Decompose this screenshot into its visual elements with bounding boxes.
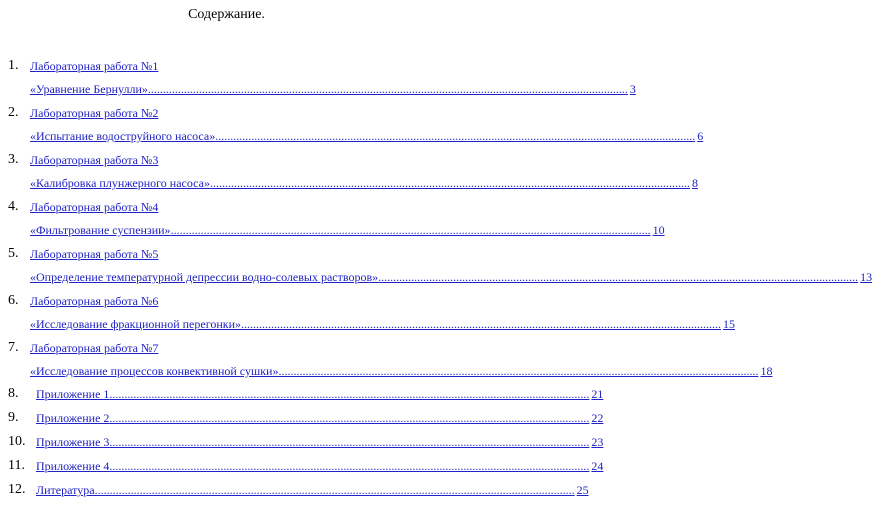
- toc-number: 12.: [8, 482, 26, 497]
- toc-entry-link[interactable]: [30, 82, 636, 97]
- toc-entry-link[interactable]: [36, 459, 604, 474]
- toc-page-number: 22: [591, 411, 604, 425]
- page-title: Содержание.: [188, 7, 265, 22]
- toc-page-number: 3: [629, 82, 636, 96]
- toc-entry-link[interactable]: [30, 129, 704, 144]
- toc-entry-link[interactable]: [30, 317, 735, 332]
- toc-title: Литература: [36, 483, 95, 497]
- toc-entry-link[interactable]: [36, 387, 604, 402]
- toc-heading-link[interactable]: Лабораторная работа №5: [30, 247, 159, 261]
- toc-number: 7.: [8, 340, 19, 355]
- toc-heading-link[interactable]: Лабораторная работа №6: [30, 294, 159, 308]
- toc-title: «Исследование процессов конвективной сушки»: [30, 364, 279, 378]
- toc-number: 6.: [8, 293, 19, 308]
- dot-leader: ................................................................................................................................................................: [209, 176, 690, 190]
- toc-title: «Фильтрование суспензии»: [30, 223, 171, 237]
- toc-title: «Калибровка плунжерного насоса»: [30, 176, 210, 190]
- toc-page-number: 23: [591, 435, 604, 449]
- dot-leader: ................................................................................................................................................................: [109, 459, 590, 473]
- toc-page-number: 10: [652, 223, 665, 237]
- dot-leader: ................................................................................................................................................................: [109, 411, 590, 425]
- toc-page-number: 8: [691, 176, 698, 190]
- dot-leader: ................................................................................................................................................................: [170, 223, 651, 237]
- toc-number: 4.: [8, 199, 19, 214]
- toc-entry-link[interactable]: [36, 411, 604, 426]
- dot-leader: ................................................................................................................................................................: [147, 82, 628, 96]
- toc-title: Приложение 4: [36, 459, 110, 473]
- dot-leader: ................................................................................................................................................................: [378, 270, 859, 284]
- toc-page-number: 6: [697, 129, 704, 143]
- toc-page-number: 24: [591, 459, 604, 473]
- dot-leader: ................................................................................................................................................................: [278, 364, 759, 378]
- toc-title: «Уравнение Бернулли»: [30, 82, 148, 96]
- toc-entry-link[interactable]: [30, 223, 665, 238]
- dot-leader: ................................................................................................................................................................: [109, 387, 590, 401]
- dot-leader: ................................................................................................................................................................: [109, 435, 590, 449]
- toc-page-number: 15: [723, 317, 735, 331]
- dot-leader: ................................................................................................................................................................: [215, 129, 696, 143]
- toc-entry-link[interactable]: [30, 364, 773, 379]
- toc-heading-link[interactable]: Лабораторная работа №3: [30, 153, 159, 167]
- toc-page-number: 13: [860, 270, 872, 284]
- toc-title: Приложение 3: [36, 435, 110, 449]
- toc-entry-link[interactable]: [36, 435, 604, 450]
- toc-page-number: 21: [591, 387, 604, 401]
- toc-heading-link[interactable]: Лабораторная работа №1: [30, 59, 159, 73]
- toc-title: «Испытание водоструйного насоса»: [30, 129, 216, 143]
- dot-leader: ................................................................................................................................................................: [94, 483, 575, 497]
- toc-number: 1.: [8, 58, 19, 73]
- dot-leader: ................................................................................................................................................................: [241, 317, 721, 331]
- toc-heading-link[interactable]: Лабораторная работа №7: [30, 341, 159, 355]
- toc-title: «Исследование фракционной перегонки»: [30, 317, 241, 331]
- toc-number: 2.: [8, 105, 19, 120]
- toc-title: Приложение 2: [36, 411, 110, 425]
- toc-page-number: 25: [576, 483, 589, 497]
- toc-number: 9.: [8, 410, 19, 425]
- toc-entry-link[interactable]: [36, 483, 589, 498]
- toc-title: Приложение 1: [36, 387, 110, 401]
- toc-heading-link[interactable]: Лабораторная работа №2: [30, 106, 159, 120]
- toc-page-number: 18: [760, 364, 773, 378]
- toc-number: 11.: [8, 458, 25, 473]
- toc-heading-link[interactable]: Лабораторная работа №4: [30, 200, 159, 214]
- toc-number: 5.: [8, 246, 19, 261]
- toc-entry-link[interactable]: [30, 270, 872, 285]
- toc-title: «Определение температурной депрессии водно-солевых растворов»: [30, 270, 379, 284]
- toc-number: 3.: [8, 152, 19, 167]
- toc-number: 10.: [8, 434, 26, 449]
- toc-number: 8.: [8, 386, 19, 401]
- toc-entry-link[interactable]: [30, 176, 698, 191]
